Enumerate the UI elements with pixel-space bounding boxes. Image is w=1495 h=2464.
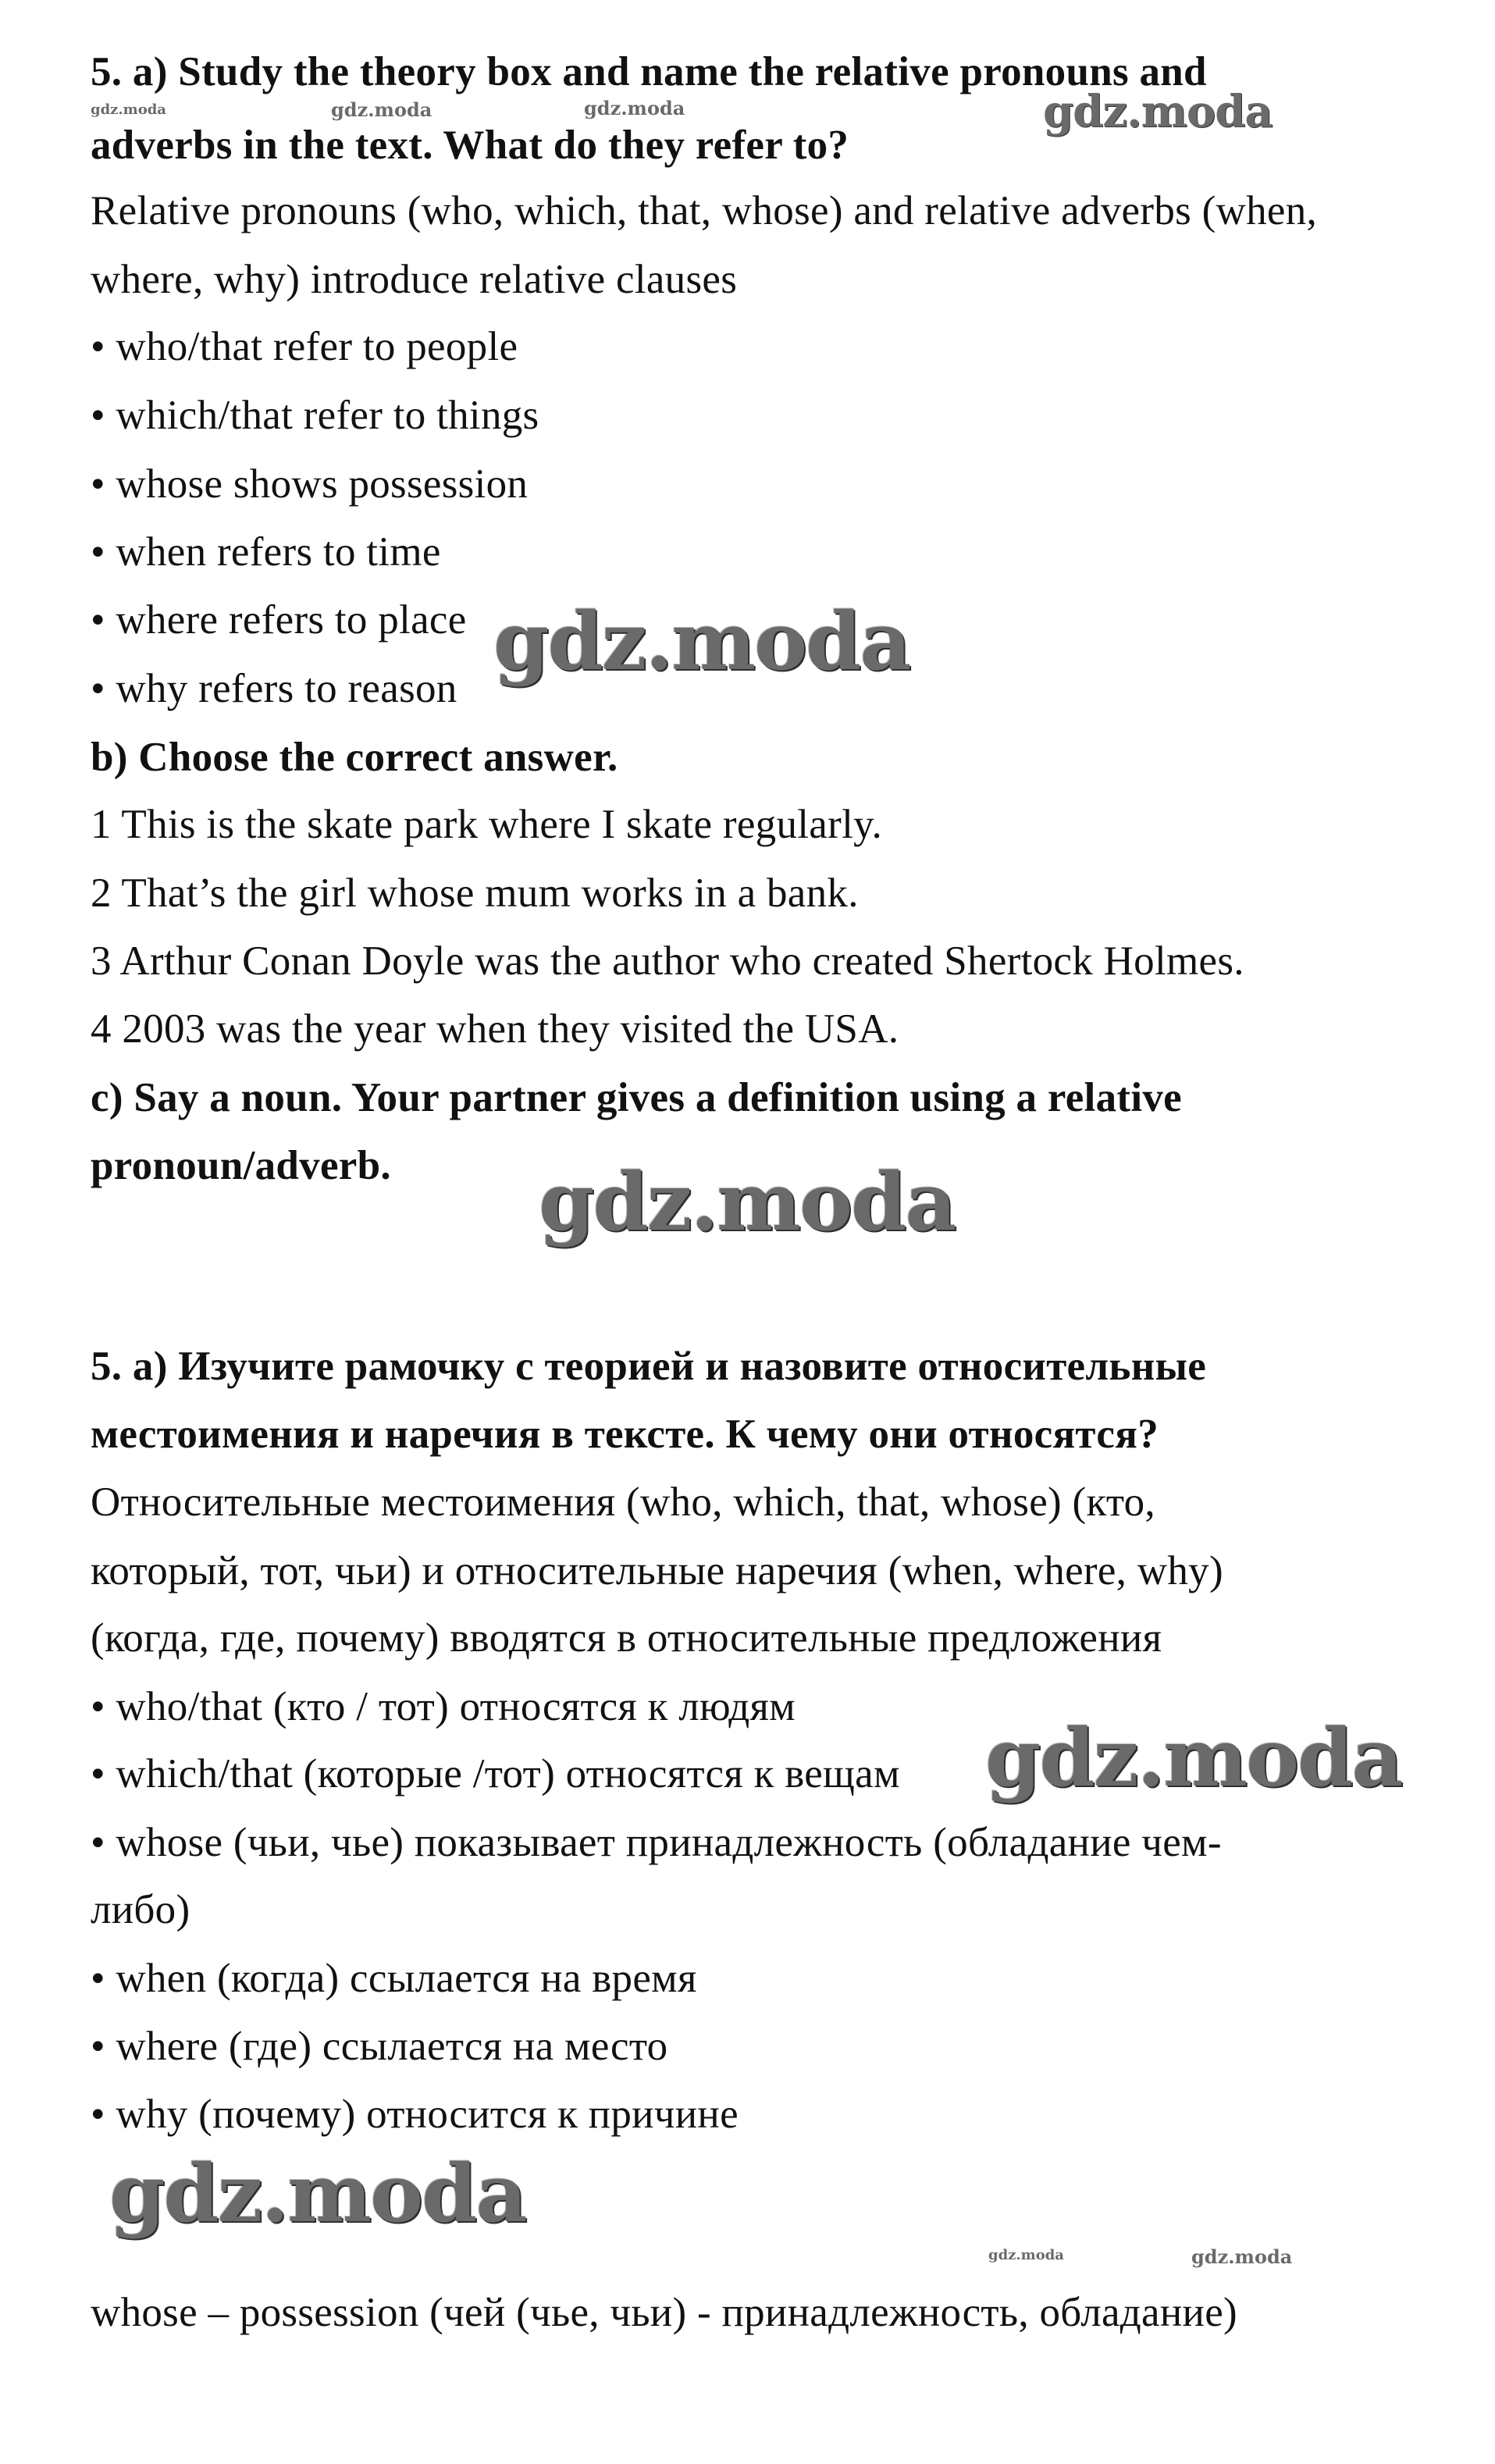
ru-bullet-item: • which/that (которые /тот) относятся к вещам <box>91 1751 900 1796</box>
watermark: gdz.moda <box>493 595 910 689</box>
part-c-heading-line-1: c) Say a noun. Your partner gives a definition using a relative <box>91 1075 1182 1120</box>
ru-intro-line-3: (когда, где, почему) вводятся в относительные предложения <box>91 1615 1162 1661</box>
ru-bullet-item: • where (где) ссылается на место <box>91 2024 668 2069</box>
watermark: gdz.moda <box>331 98 432 121</box>
answer-item: 1 This is the skate park where I skate regularly. <box>91 802 883 847</box>
ru-bullet-item: • who/that (кто / тот) относятся к людям <box>91 1684 796 1729</box>
bullet-item: • where refers to place <box>91 597 467 643</box>
watermark: gdz.moda <box>91 101 166 118</box>
part-c-heading-line-2: pronoun/adverb. <box>91 1143 391 1188</box>
watermark: gdz.moda <box>985 1711 1402 1805</box>
watermark: gdz.moda <box>539 1155 956 1249</box>
watermark: gdz.moda <box>109 2147 526 2241</box>
bullet-item: • whose shows possession <box>91 461 529 507</box>
ru-title-line-2: местоимения и наречия в тексте. К чему они относятся? <box>91 1412 1159 1457</box>
ru-intro-line-1: Относительные местоимения (who, which, that, whose) (кто, <box>91 1479 1155 1525</box>
ru-bullet-continuation: либо) <box>91 1887 190 1932</box>
intro-line-1: Relative pronouns (who, which, that, whose) and relative adverbs (when, <box>91 188 1318 233</box>
exercise-title-line-2: adverbs in the text. What do they refer to? <box>91 123 849 168</box>
ru-title-line-1: 5. а) Изучите рамочку с теорией и назовите относительные <box>91 1344 1207 1389</box>
bullet-item: • why refers to reason <box>91 666 457 711</box>
ru-bullet-item: • whose (чьи, чье) показывает принадлежность (обладание чем- <box>91 1820 1222 1865</box>
intro-line-2: where, why) introduce relative clauses <box>91 257 738 302</box>
ru-bullet-item: • when (когда) ссылается на время <box>91 1956 697 2001</box>
answer-item: 3 Arthur Conan Doyle was the author who created Shertock Holmes. <box>91 938 1244 984</box>
watermark: gdz.moda <box>1191 2245 1293 2268</box>
watermark: gdz.moda <box>1043 86 1273 137</box>
ru-final-line: whose – possession (чей (чье, чьи) - принадлежность, обладание) <box>91 2290 1237 2335</box>
ru-intro-line-2: который, тот, чьи) и относительные наречия (when, where, why) <box>91 1548 1223 1593</box>
bullet-item: • who/that refer to people <box>91 324 518 369</box>
exercise-title-line-1: 5. a) Study the theory box and name the relative pronouns and <box>91 49 1207 94</box>
bullet-item: • which/that refer to things <box>91 393 539 438</box>
part-b-heading: b) Choose the correct answer. <box>91 735 618 780</box>
bullet-item: • when refers to time <box>91 529 441 575</box>
ru-bullet-item: • why (почему) относится к причине <box>91 2092 739 2137</box>
watermark: gdz.moda <box>988 2247 1064 2263</box>
answer-item: 2 That’s the girl whose mum works in a bank. <box>91 871 859 916</box>
watermark: gdz.moda <box>584 97 685 119</box>
answer-item: 4 2003 was the year when they visited the USA. <box>91 1006 899 1052</box>
